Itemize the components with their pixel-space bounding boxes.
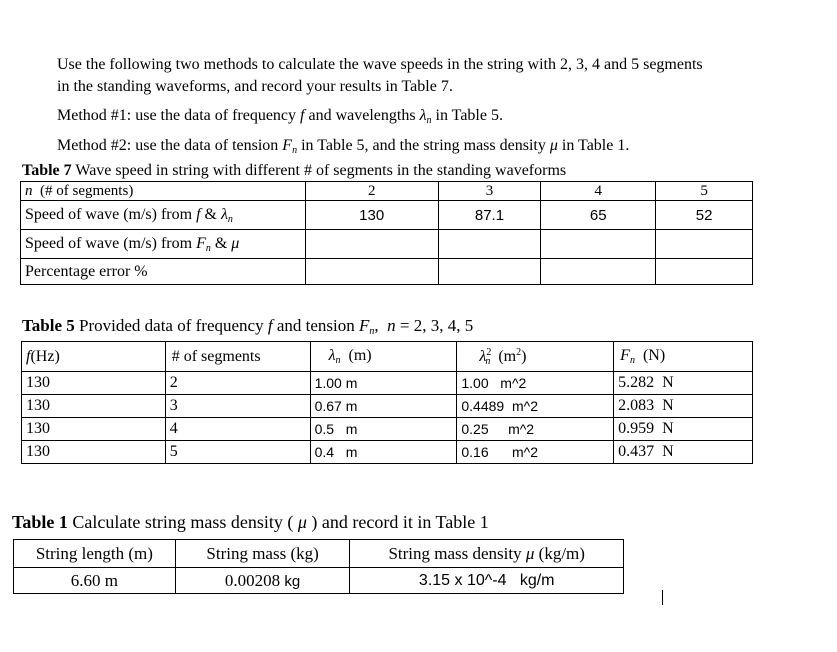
table7-cell[interactable] xyxy=(656,230,753,259)
table7-cell[interactable] xyxy=(305,259,438,285)
table1-caption: Table 1 Calculate string mass density ( μ ) and record it in Table 1 xyxy=(12,512,489,532)
table7-header-col: 2 xyxy=(305,182,438,201)
table-row xyxy=(22,441,753,464)
table7-cell[interactable] xyxy=(541,259,656,285)
table5-header-lambda-squared: $\lambda^2_n$ $(m^2)$ xyxy=(457,342,614,372)
table5-cell-lambda[interactable]: 1.00 m xyxy=(310,372,457,395)
table5-cell-lambda-squared[interactable]: 0.25 m^2 xyxy=(457,418,614,441)
table5-header-row xyxy=(22,342,753,372)
table7-row2-label: Speed of wave (m/s) from $F_n$ & μ xyxy=(21,230,306,259)
table7-header-col: 5 xyxy=(656,182,753,201)
table-row xyxy=(22,418,753,441)
table5-header-segments: # of segments xyxy=(165,342,310,372)
table7-row1-label: Speed of wave (m/s) from f & $\lambda_n$ xyxy=(21,201,306,230)
table1-header-mass: String mass (kg) xyxy=(175,540,350,568)
table5-cell-f: 130 xyxy=(22,441,166,464)
table7-row-speed-f-lambda xyxy=(21,201,753,230)
table5-cell-lambda[interactable]: 0.67 m xyxy=(310,395,457,418)
table5-cell-tension[interactable]: 0.959 N xyxy=(614,418,753,441)
table5-cell-lambda-squared[interactable]: 0.16 m^2 xyxy=(457,441,614,464)
table7-caption: Table 7 Wave speed in string with different # of segments in the standing waveforms xyxy=(22,162,567,179)
table1-cell-density[interactable]: 3.15 x 10^-4 kg/m xyxy=(350,568,624,594)
table1 xyxy=(13,539,624,594)
table5-header-lambda: $\lambda_n$ (m) xyxy=(310,342,457,372)
table5-cell-f: 130 xyxy=(22,418,166,441)
table7-header-row xyxy=(21,182,753,201)
table7-cell[interactable] xyxy=(305,230,438,259)
table5-cell-lambda-squared[interactable]: 1.00 m^2 xyxy=(457,372,614,395)
table7-row-percent-error xyxy=(21,259,753,285)
text-cursor xyxy=(662,590,663,605)
table7-header-col: 3 xyxy=(438,182,541,201)
table5-cell-f: 130 xyxy=(22,372,166,395)
table7-cell[interactable]: 130 xyxy=(305,201,438,230)
table-row xyxy=(22,372,753,395)
table7-row3-label: Percentage error % xyxy=(21,259,306,285)
table7-row-speed-F-mu xyxy=(21,230,753,259)
table1-header-length: String length (m) xyxy=(14,540,176,568)
table5-cell-lambda[interactable]: 0.4 m xyxy=(310,441,457,464)
table7-cell[interactable] xyxy=(656,259,753,285)
table5-cell-tension[interactable]: 5.282 N xyxy=(614,372,753,395)
instruction-line-2: in the standing waveforms, and record your results in Table 7. xyxy=(57,78,453,95)
table5-cell-f: 130 xyxy=(22,395,166,418)
table5-cell-segments: 4 xyxy=(165,418,310,441)
table7-cell[interactable] xyxy=(541,230,656,259)
table5-header-f: f(Hz) xyxy=(22,342,166,372)
table5-cell-segments: 3 xyxy=(165,395,310,418)
table5-cell-segments: 5 xyxy=(165,441,310,464)
table5 xyxy=(21,341,753,464)
table1-header-row xyxy=(14,540,624,568)
instruction-line-1: Use the following two methods to calculate the wave speeds in the string with 2, 3, 4 and 5 segments xyxy=(57,56,703,73)
table5-cell-tension[interactable]: 0.437 N xyxy=(614,441,753,464)
table5-cell-segments: 2 xyxy=(165,372,310,395)
table5-header-tension: $F_n$ (N) xyxy=(614,342,753,372)
table7-header-col: 4 xyxy=(541,182,656,201)
table-row xyxy=(22,395,753,418)
table7-cell[interactable]: 65 xyxy=(541,201,656,230)
table1-header-density: String mass density μ (kg/m) xyxy=(350,540,624,568)
table5-cell-lambda-squared[interactable]: 0.4489 m^2 xyxy=(457,395,614,418)
table5-cell-tension[interactable]: 2.083 N xyxy=(614,395,753,418)
table7 xyxy=(20,181,753,285)
table1-cell-mass[interactable]: 0.00208 kg xyxy=(175,568,350,594)
table7-cell[interactable] xyxy=(438,230,541,259)
table1-value-row xyxy=(14,568,624,594)
table5-cell-lambda[interactable]: 0.5 m xyxy=(310,418,457,441)
table7-cell[interactable] xyxy=(438,259,541,285)
table7-header-n: n (# of segments) xyxy=(21,182,306,201)
table7-cell[interactable]: 87.1 xyxy=(438,201,541,230)
table7-cell[interactable]: 52 xyxy=(656,201,753,230)
table1-cell-length[interactable]: 6.60 m xyxy=(14,568,176,594)
method-1-text: Method #1: use the data of frequency f and wavelengths $\lambda_n$ in Table 5. xyxy=(57,107,503,126)
method-2-text: Method #2: use the data of tension $F_n$ in Table 5, and the string mass density μ in Table 1. xyxy=(57,137,630,156)
table5-caption: Table 5 Provided data of frequency f and tension $F_n$, n = 2, 3, 4, 5 xyxy=(22,316,474,337)
